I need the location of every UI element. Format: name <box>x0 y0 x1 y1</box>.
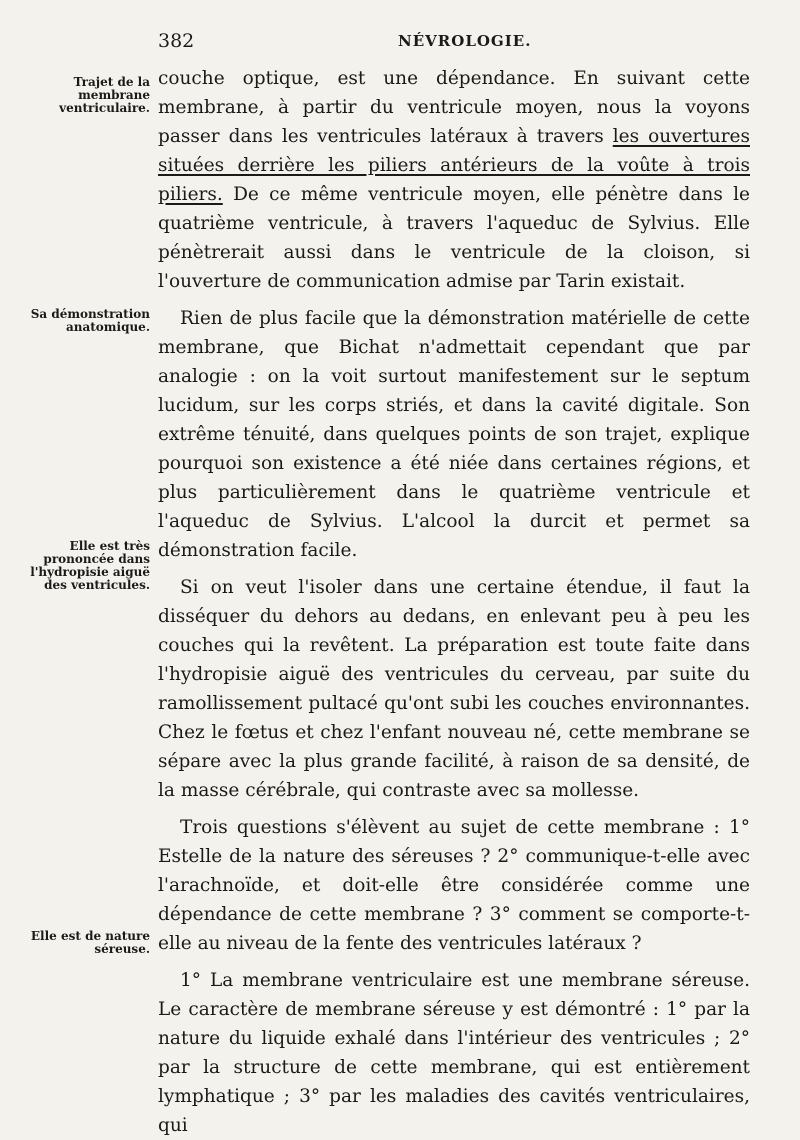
page-number: 382 <box>158 30 195 52</box>
margin-note-hydropisie: Elle est très prononcée dans l'hydropisie aiguë des ventricules. <box>30 539 150 592</box>
margin-note-sereuse: Elle est de nature séreuse. <box>30 929 150 956</box>
paragraph-4: Trois questions s'élèvent au sujet de cette membrane : 1° Estelle de la nature des séreuses ? 2° communique-t-elle avec l'arachnoïde, et doit-elle être considérée comme une dépendance de cette membrane ? 3° comment se comporte-t-elle au niveau de la fente des ventricules latéraux ? <box>158 817 750 954</box>
paragraph-5: 1° La membrane ventriculaire est une membrane séreuse. Le caractère de membrane séreuse y est démontré : 1° par la nature du liquide exhalé dans l'intérieur des ventricules ; 2° par la structure de cette membrane, qui est entièrement lymphatique ; 3° par les maladies des cavités ventriculaires, qui <box>158 970 750 1136</box>
paragraph-1-end: De ce même ventricule moyen, elle pénètre dans le quatrième ventricule, à travers l'aqueduc de Sylvius. Elle pénètrerait aussi dans le ventricule de la cloison, si l'ouverture de communication admise par Tarin existait. <box>158 184 750 292</box>
underlined-passage: les ouvertures situées derrière les piliers antérieurs de la voûte à trois piliers. <box>158 126 750 205</box>
running-title: NÉVROLOGIE. <box>398 32 532 50</box>
page-header <box>158 30 748 56</box>
body-text <box>158 64 750 1140</box>
margin-note-demonstration: Sa démonstration anatomique. <box>30 307 150 334</box>
margin-note-trajet: Trajet de la membrane ventriculaire. <box>59 75 150 115</box>
paragraph-1-start: couche optique, est une dépendance. En suivant cette membrane, à partir du ventricule moyen, nous la voyons passer dans les ventricules latéraux à travers <box>158 68 750 147</box>
paragraph-3: Si on veut l'isoler dans une certaine étendue, il faut la disséquer du dehors au dedans, en enlevant peu à peu les couches qui la revêtent. La préparation est toute faite dans l'hydropisie aiguë des ventricules du cerveau, par suite du ramollissement pultacé qu'ont subi les couches environnantes. Chez le fœtus et chez l'enfant nouveau né, cette membrane se sépare avec la plus grande facilité, à raison de sa densité, de la masse cérébrale, qui contraste avec sa mollesse. <box>158 577 750 801</box>
paragraph-2: Rien de plus facile que la démonstration matérielle de cette membrane, que Bichat n'admettait cependant que par analogie : on la voit surtout manifestement sur le septum lucidum, sur les corps striés, et dans la cavité digitale. Son extrême ténuité, dans quelques points de son trajet, explique pourquoi son existence a été niée dans certaines régions, et plus particulièrement dans le quatrième ventricule et l'aqueduc de Sylvius. L'alcool la durcit et permet sa démonstration facile. <box>158 308 750 561</box>
paragraph-1 <box>158 64 750 296</box>
